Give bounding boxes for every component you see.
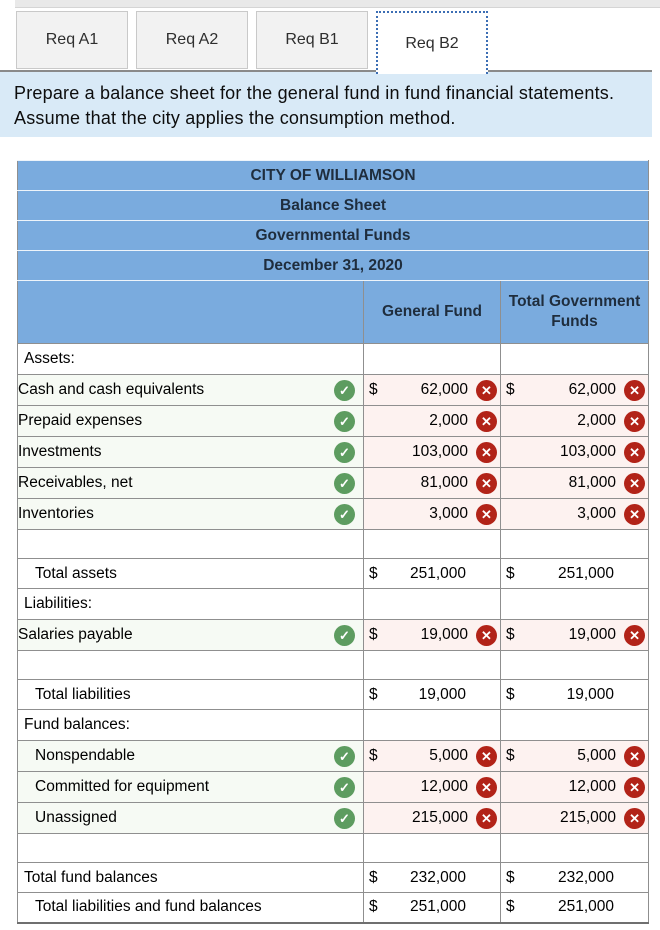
general-fund-empty-cell (364, 710, 501, 741)
dollar-sign: $ (506, 626, 515, 643)
tab-label: Req A2 (165, 31, 219, 48)
row-label: Committed for equipment (35, 778, 210, 795)
general-fund-value-cell[interactable] (364, 620, 501, 651)
table-row (18, 375, 649, 406)
check-circle-icon: ✓ (334, 442, 355, 463)
check-circle-icon: ✓ (334, 411, 355, 432)
x-circle-icon: ✕ (624, 411, 645, 432)
blank-cell (18, 651, 364, 680)
total-funds-total-cell (501, 680, 649, 710)
tab-req-b2[interactable] (376, 11, 488, 74)
check-circle-icon: ✓ (334, 473, 355, 494)
check-circle-icon: ✓ (334, 380, 355, 401)
amount: 5,000 (429, 747, 468, 764)
tab-label: Req B1 (285, 31, 339, 48)
table-row (18, 437, 649, 468)
total-funds-total-cell (501, 559, 649, 589)
table-row (18, 344, 649, 375)
dollar-sign: $ (506, 747, 515, 764)
x-circle-icon: ✕ (476, 380, 497, 401)
general-fund-total-cell (364, 559, 501, 589)
row-label-cell[interactable] (18, 499, 364, 530)
x-circle-icon: ✕ (624, 746, 645, 767)
table-row (18, 499, 649, 530)
row-label-cell[interactable] (18, 741, 364, 772)
amount: 251,000 (409, 564, 466, 582)
row-label: Total liabilities and fund balances (35, 898, 262, 916)
row-label-cell[interactable] (18, 375, 364, 406)
x-circle-icon: ✕ (624, 473, 645, 494)
table-row (18, 530, 649, 559)
amount: 12,000 (420, 778, 468, 795)
total-label-cell (18, 559, 364, 589)
amount: 103,000 (559, 443, 617, 460)
table-row (18, 803, 649, 834)
total-funds-value-cell[interactable] (501, 772, 649, 803)
x-circle-icon: ✕ (624, 504, 645, 525)
general-fund-value-cell[interactable] (364, 468, 501, 499)
general-fund-value-cell[interactable] (364, 772, 501, 803)
total-label-cell (18, 893, 364, 923)
amount: 81,000 (420, 474, 468, 491)
instruction-line-1: Prepare a balance sheet for the general fund in fund financial statements. (14, 83, 615, 103)
table-title-date: December 31, 2020 (18, 251, 649, 281)
table-row (18, 620, 649, 651)
x-circle-icon: ✕ (624, 625, 645, 646)
general-fund-value-cell[interactable] (364, 741, 501, 772)
top-divider-strip (15, 0, 660, 8)
x-circle-icon: ✕ (624, 777, 645, 798)
x-circle-icon: ✕ (476, 442, 497, 463)
amount: 232,000 (557, 868, 615, 886)
total-funds-total-cell (501, 863, 649, 893)
total-funds-value-cell[interactable] (501, 499, 649, 530)
amount: 215,000 (559, 809, 617, 826)
x-circle-icon: ✕ (624, 442, 645, 463)
amount: 62,000 (420, 381, 468, 398)
general-fund-value-cell[interactable] (364, 803, 501, 834)
amount: 19,000 (420, 626, 468, 643)
row-label: Total liabilities (35, 685, 131, 703)
amount: 3,000 (429, 505, 468, 522)
dollar-sign: $ (506, 685, 515, 703)
amount: 62,000 (568, 381, 617, 398)
row-label-cell[interactable] (18, 772, 364, 803)
total-label-cell (18, 863, 364, 893)
row-label: Nonspendable (35, 747, 135, 764)
blank-cell (18, 834, 364, 863)
section-label: Fund balances: (24, 716, 130, 733)
total-funds-value-cell[interactable] (501, 406, 649, 437)
total-funds-value-cell[interactable] (501, 468, 649, 499)
instruction-line-2: Assume that the city applies the consumption method. (14, 108, 456, 128)
general-fund-empty-cell (364, 589, 501, 620)
amount: 5,000 (577, 747, 617, 764)
x-circle-icon: ✕ (624, 380, 645, 401)
dollar-sign: $ (369, 868, 378, 886)
total-funds-empty-cell (501, 589, 649, 620)
dollar-sign: $ (369, 898, 378, 916)
section-label: Assets: (24, 350, 75, 367)
total-funds-value-cell[interactable] (501, 741, 649, 772)
general-fund-value-cell[interactable] (364, 375, 501, 406)
table-row (18, 893, 649, 923)
x-circle-icon: ✕ (476, 473, 497, 494)
dollar-sign: $ (369, 564, 378, 582)
total-funds-value-cell[interactable] (501, 375, 649, 406)
row-label: Inventories (18, 505, 94, 522)
amount: 19,000 (566, 685, 615, 703)
blank-cell (364, 651, 501, 680)
dollar-sign: $ (506, 381, 515, 398)
section-label-cell (18, 589, 364, 620)
total-funds-value-cell[interactable] (501, 620, 649, 651)
requirement-tabs (16, 11, 488, 74)
amount: 19,000 (568, 626, 617, 643)
section-label: Liabilities: (24, 595, 93, 612)
col-header-total-government-funds: Total Government Funds (501, 281, 649, 344)
table-row (18, 772, 649, 803)
section-label-cell (18, 344, 364, 375)
amount: 2,000 (429, 412, 468, 429)
total-funds-empty-cell (501, 344, 649, 375)
x-circle-icon: ✕ (476, 411, 497, 432)
row-label-cell[interactable] (18, 803, 364, 834)
amount: 19,000 (418, 685, 466, 703)
table-row (18, 710, 649, 741)
total-funds-value-cell[interactable] (501, 803, 649, 834)
check-circle-icon: ✓ (334, 746, 355, 767)
amount: 3,000 (577, 505, 617, 522)
balance-sheet-table (17, 160, 649, 924)
blank-cell (501, 834, 649, 863)
total-funds-total-cell (501, 893, 649, 923)
row-label: Investments (18, 443, 102, 460)
total-label-cell (18, 680, 364, 710)
row-label: Receivables, net (18, 474, 133, 491)
amount: 251,000 (557, 564, 615, 582)
table-row (18, 680, 649, 710)
table-title-statement: Balance Sheet (18, 191, 649, 221)
table-row (18, 589, 649, 620)
blank-cell (501, 530, 649, 559)
tab-req-a2[interactable] (136, 11, 248, 69)
total-funds-empty-cell (501, 710, 649, 741)
col-header-general-fund: General Fund (364, 281, 501, 344)
row-label-cell[interactable] (18, 468, 364, 499)
dollar-sign: $ (369, 381, 378, 398)
row-label-cell[interactable] (18, 406, 364, 437)
amount: 251,000 (409, 898, 466, 916)
row-label: Cash and cash equivalents (18, 381, 205, 398)
general-fund-value-cell[interactable] (364, 499, 501, 530)
table-row (18, 651, 649, 680)
blank-cell (364, 530, 501, 559)
tab-req-b1[interactable] (256, 11, 368, 69)
dollar-sign: $ (369, 685, 378, 703)
table-row (18, 834, 649, 863)
table-row (18, 406, 649, 437)
total-funds-value-cell[interactable] (501, 437, 649, 468)
blank-cell (501, 651, 649, 680)
row-label: Unassigned (35, 809, 117, 826)
amount: 103,000 (411, 443, 468, 460)
table-title-company: CITY OF WILLIAMSON (18, 161, 649, 191)
header-empty-cell (18, 281, 364, 344)
x-circle-icon: ✕ (476, 777, 497, 798)
table-row (18, 559, 649, 589)
section-label-cell (18, 710, 364, 741)
dollar-sign: $ (506, 898, 515, 916)
general-fund-total-cell (364, 893, 501, 923)
table-title-funds: Governmental Funds (18, 221, 649, 251)
table-row (18, 741, 649, 772)
general-fund-empty-cell (364, 344, 501, 375)
x-circle-icon: ✕ (476, 625, 497, 646)
general-fund-total-cell (364, 863, 501, 893)
blank-cell (364, 834, 501, 863)
check-circle-icon: ✓ (334, 625, 355, 646)
amount: 251,000 (557, 898, 615, 916)
dollar-sign: $ (369, 747, 378, 764)
row-label: Total fund balances (24, 868, 158, 886)
table-row (18, 468, 649, 499)
general-fund-value-cell[interactable] (364, 437, 501, 468)
check-circle-icon: ✓ (334, 504, 355, 525)
x-circle-icon: ✕ (476, 808, 497, 829)
amount: 215,000 (411, 809, 468, 826)
dollar-sign: $ (506, 868, 515, 886)
amount: 232,000 (409, 868, 466, 886)
table-row (18, 863, 649, 893)
amount: 12,000 (568, 778, 617, 795)
tab-req-a1[interactable] (16, 11, 128, 69)
row-label: Total assets (35, 564, 117, 582)
amount: 2,000 (577, 412, 617, 429)
row-label-cell[interactable] (18, 620, 364, 651)
x-circle-icon: ✕ (476, 504, 497, 525)
general-fund-value-cell[interactable] (364, 406, 501, 437)
x-circle-icon: ✕ (624, 808, 645, 829)
dollar-sign: $ (506, 564, 515, 582)
general-fund-total-cell (364, 680, 501, 710)
row-label-cell[interactable] (18, 437, 364, 468)
check-circle-icon: ✓ (334, 777, 355, 798)
tab-label: Req A1 (45, 31, 99, 48)
check-circle-icon: ✓ (334, 808, 355, 829)
blank-cell (18, 530, 364, 559)
dollar-sign: $ (369, 626, 378, 643)
row-label: Salaries payable (18, 626, 133, 643)
x-circle-icon: ✕ (476, 746, 497, 767)
row-label: Prepaid expenses (18, 412, 143, 429)
tab-label: Req B2 (405, 34, 459, 52)
amount: 81,000 (568, 474, 617, 491)
instruction-panel (0, 72, 652, 137)
